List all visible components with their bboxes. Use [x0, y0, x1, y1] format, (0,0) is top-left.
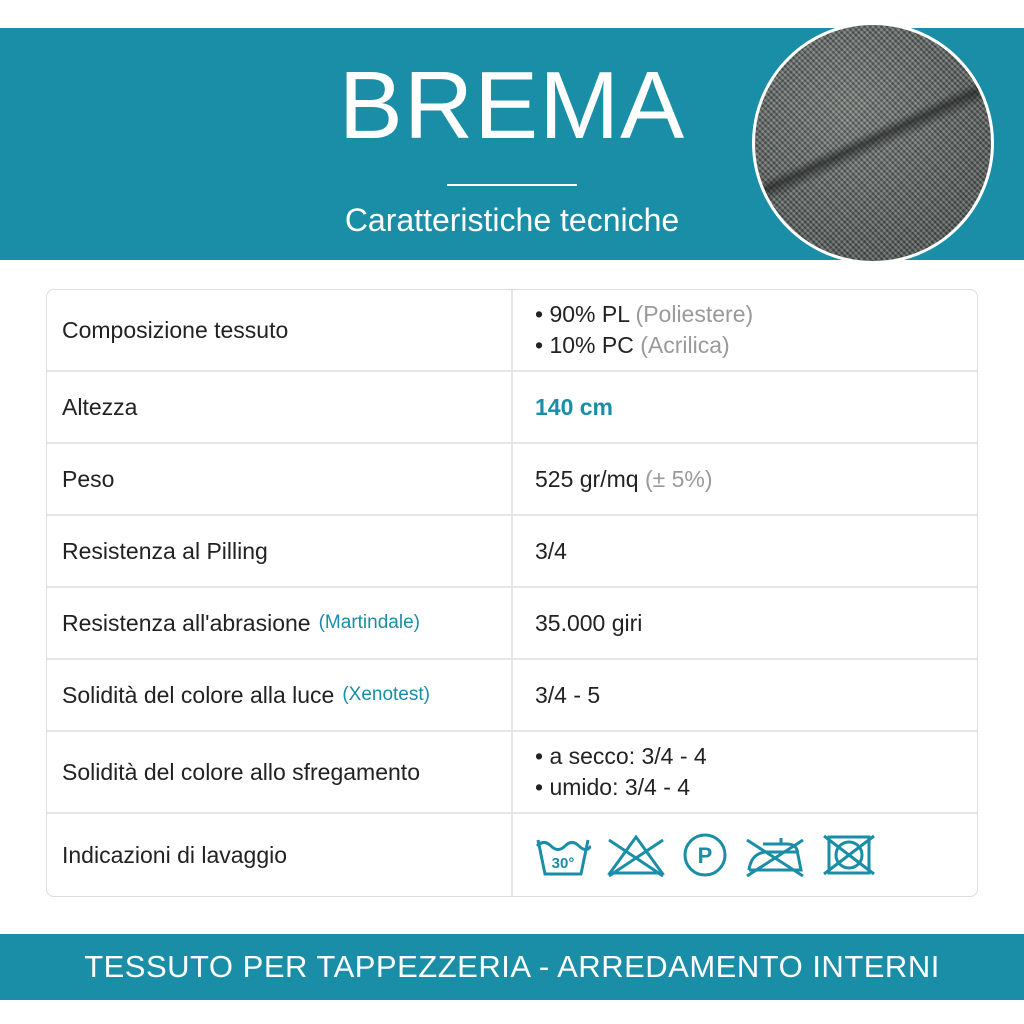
- spec-row-composition: [47, 290, 977, 372]
- spec-row-weight: [47, 444, 977, 516]
- spec-value: [513, 372, 977, 442]
- product-title: BREMA: [338, 52, 686, 159]
- dry-clean-p-icon: [681, 831, 729, 879]
- height-value: 140 cm: [535, 393, 614, 420]
- rub-fastness-item: • a secco: 3/4 - 4: [535, 743, 707, 769]
- footer-banner: TESSUTO PER TAPPEZZERIA - ARREDAMENTO INTERNI: [0, 934, 1024, 1000]
- specs-table: [46, 289, 978, 897]
- light-fastness-label: Solidità del colore alla luce: [62, 681, 335, 708]
- abrasion-label: Resistenza all'abrasione: [62, 609, 311, 636]
- light-fastness-method: (Xenotest): [342, 684, 430, 705]
- weight-value: 525 gr/mq: [535, 465, 639, 492]
- composition-note: (Poliestere): [635, 301, 754, 327]
- spec-value: [513, 444, 977, 514]
- composition-value: • 10% PC: [535, 332, 634, 358]
- spec-value: 35.000 giri: [535, 609, 643, 636]
- no-tumble-dry-icon: [821, 832, 877, 878]
- composition-item: [535, 299, 977, 330]
- spec-value: [513, 814, 977, 896]
- page-subtitle: Caratteristiche tecniche: [344, 202, 680, 238]
- spec-label: Resistenza al Pilling: [47, 516, 513, 586]
- spec-row-light-fastness: [47, 660, 977, 732]
- title-divider: [447, 184, 577, 186]
- spec-row-pilling: [47, 516, 977, 588]
- care-icons: [535, 831, 977, 879]
- spec-row-washing: [47, 814, 977, 896]
- no-iron-icon: [743, 832, 807, 878]
- no-bleach-icon: [605, 832, 667, 878]
- spec-value: [513, 290, 977, 370]
- composition-note: (Acrilica): [640, 332, 730, 358]
- spec-label: Altezza: [47, 372, 513, 442]
- spec-label: Peso: [47, 444, 513, 514]
- spec-row-height: [47, 372, 977, 444]
- spec-value: [513, 732, 977, 812]
- fabric-swatch-image: [752, 22, 994, 264]
- wash-temp: 30°: [551, 855, 575, 872]
- spec-row-rub-fastness: [47, 732, 977, 814]
- spec-label: Composizione tessuto: [47, 290, 513, 370]
- spec-row-abrasion: [47, 588, 977, 660]
- composition-value: • 90% PL: [535, 301, 630, 327]
- spec-label: [47, 660, 513, 730]
- weight-tolerance: (± 5%): [644, 465, 713, 492]
- spec-value: 3/4 - 5: [535, 681, 601, 708]
- spec-label: [47, 588, 513, 658]
- dry-clean-letter: P: [697, 843, 713, 868]
- rub-fastness-item: • umido: 3/4 - 4: [535, 774, 691, 800]
- composition-item: [535, 330, 977, 361]
- spec-value: 3/4: [535, 537, 567, 564]
- wash-30-icon: [535, 832, 591, 878]
- spec-label: Indicazioni di lavaggio: [47, 814, 513, 896]
- abrasion-method: (Martindale): [318, 612, 420, 633]
- spec-label: Solidità del colore allo sfregamento: [47, 732, 513, 812]
